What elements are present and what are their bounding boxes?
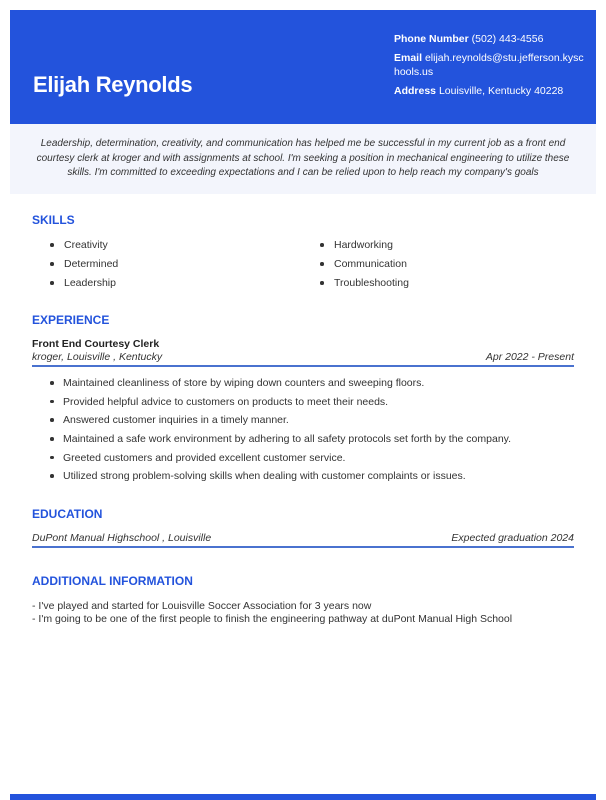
additional-info-line: - I'm going to be one of the first people to finish the engineering pathway at duPont Manual High School (32, 613, 513, 625)
job-meta (32, 351, 574, 367)
contact-email-label: Email (394, 52, 423, 64)
education-school: DuPont Manual Highschool , Louisville (32, 532, 212, 544)
summary-section (10, 124, 596, 194)
contact-info (394, 32, 584, 103)
skill-item: Communication (320, 257, 409, 276)
skill-item: Creativity (50, 238, 118, 257)
additional-info (32, 600, 512, 626)
job-bullet: Maintained a safe work environment by adhering to all safety protocols set forth by the company. (50, 432, 511, 451)
skill-item: Hardworking (320, 238, 409, 257)
education-heading: EDUCATION (32, 507, 103, 521)
job-bullet: Provided helpful advice to customers on products to meet their needs. (50, 395, 511, 414)
experience-heading: EXPERIENCE (32, 313, 110, 327)
summary-text: Leadership, determination, creativity, and communication has helped me be successful in my current job as a front end courtesy clerk at kroger and with assignments at school. I'm seeking a position in mechanical engineering to utilize these skills. I'm committed to exceeding expectations and I can be relied upon to help reach my company's goals (36, 138, 570, 178)
resume-header (10, 10, 596, 124)
skill-item: Troubleshooting (320, 276, 409, 295)
additional-info-line: - I've played and started for Louisville Soccer Association for 3 years now (32, 600, 372, 612)
job-bullet: Utilized strong problem-solving skills when dealing with customer complaints or issues. (50, 469, 511, 488)
contact-address-value: Louisville, Kentucky 40228 (438, 85, 564, 97)
contact-phone-label: Phone Number (394, 33, 469, 45)
contact-email-value[interactable]: elijah.reynolds@stu.jefferson.kyschools.us (394, 52, 584, 78)
job-title: Front End Courtesy Clerk (32, 338, 160, 350)
skill-item: Determined (50, 257, 118, 276)
contact-phone (394, 32, 584, 46)
education-dates: Expected graduation 2024 (451, 532, 574, 544)
skill-item: Leadership (50, 276, 118, 295)
footer-bar (10, 794, 596, 800)
skills-list-left (50, 238, 118, 295)
additional-info-heading: ADDITIONAL INFORMATION (32, 574, 193, 588)
skills-list-right (320, 238, 409, 295)
job-bullet: Maintained cleanliness of store by wiping down counters and sweeping floors. (50, 376, 511, 395)
job-bullet: Answered customer inquiries in a timely manner. (50, 413, 511, 432)
contact-address (394, 84, 584, 98)
contact-phone-value: (502) 443-4556 (471, 33, 544, 45)
job-bullet: Greeted customers and provided excellent customer service. (50, 451, 511, 470)
contact-address-label: Address (394, 85, 437, 97)
skills-heading: SKILLS (32, 213, 75, 227)
job-bullets (50, 376, 511, 488)
job-location: kroger, Louisville , Kentucky (32, 351, 163, 363)
candidate-name: Elijah Reynolds (33, 72, 193, 97)
contact-email (394, 51, 584, 79)
job-dates: Apr 2022 - Present (485, 351, 574, 363)
education-meta (32, 532, 574, 548)
